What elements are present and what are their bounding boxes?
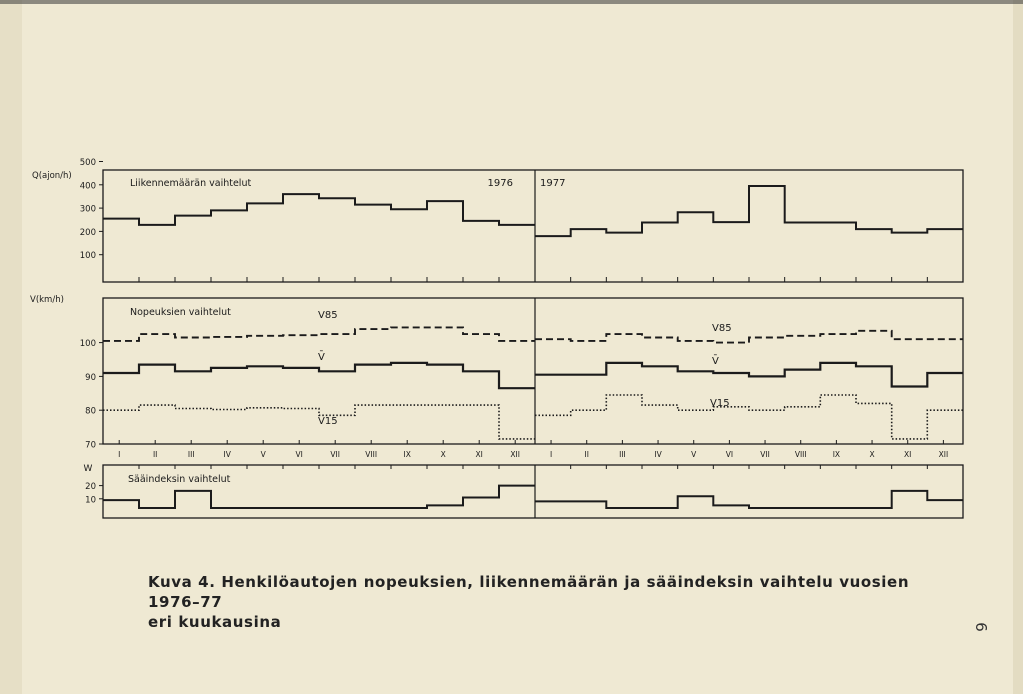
v-xtick-label: V (691, 450, 697, 459)
caption-line-2: eri kuukausina (148, 613, 282, 631)
q-ytick-label: 400 (79, 181, 96, 192)
q-series-1976-line (103, 194, 535, 225)
v-panel-title: Nopeuksien vaihtelut (130, 307, 231, 318)
v-xtick-label: VIII (794, 450, 807, 459)
q-year-label-1977: 1977 (540, 178, 566, 189)
w-axis-label: W (83, 464, 93, 474)
v-ytick-label: 80 (85, 406, 96, 417)
v-xtick-label: X (869, 450, 875, 459)
q-ytick-label: 500 (79, 158, 96, 168)
v-xtick-label: III (619, 450, 626, 459)
v-series-v-1976-line (103, 363, 535, 388)
v85-label-1977: V85 (712, 323, 732, 334)
figure-caption (148, 572, 928, 632)
v-xtick-label: II (584, 450, 589, 459)
v-xtick-label: VI (725, 450, 734, 459)
v-series-v15-1977-line (535, 395, 963, 439)
q-ytick-label: 300 (79, 204, 96, 215)
w-series-1976-line (103, 486, 535, 508)
v-xtick-label: IX (403, 450, 411, 459)
q-ytick-label: 200 (79, 227, 96, 238)
q-panel-title: Liikennemäärän vaihtelut (130, 178, 252, 189)
v-xtick-label: VIII (365, 450, 378, 459)
v85-label-1976: V85 (318, 310, 338, 321)
v-xtick-label: II (152, 450, 158, 459)
v-xtick-label: IV (223, 450, 231, 459)
v-ytick-label: 90 (85, 372, 96, 383)
panel-w-frame (103, 465, 963, 518)
v-xtick-label: VI (295, 450, 303, 459)
v-axis-label: V(km/h) (30, 295, 64, 305)
v15-label-1977: V15 (710, 398, 730, 409)
page-number: 6 (971, 622, 990, 632)
v-xtick-label: V (260, 450, 266, 459)
q-year-label-1976: 1976 (487, 178, 513, 189)
q-series-1977-line (535, 186, 963, 236)
v-xtick-label: XII (510, 450, 520, 459)
v-series-v85-1977-line (535, 331, 963, 343)
w-panel-title: Sääindeksin vaihtelut (128, 474, 231, 485)
v-xtick-label: XI (904, 450, 912, 459)
v-series-v85-1976-line (103, 327, 535, 341)
v-ytick-label: 70 (85, 440, 96, 451)
v-xtick-label: IV (654, 450, 662, 459)
v-series-v-1977-line (535, 363, 963, 387)
w-ytick-label: 20 (85, 482, 96, 493)
v-xtick-label: I (549, 450, 553, 459)
panel-v-frame (103, 298, 963, 444)
v-xtick-label: XI (475, 450, 483, 459)
v-xtick-label: III (187, 450, 195, 459)
caption-line-1: Kuva 4. Henkilöautojen nopeuksien, liikennemäärän ja sääindeksin vaihtelu vuosien 1976–77 (148, 573, 910, 611)
v-xtick-label: VII (330, 450, 340, 459)
v-xtick-label: X (440, 450, 446, 459)
vmean-label-1977: V̄ (712, 356, 719, 367)
v-xtick-label: IX (832, 450, 841, 459)
vmean-label-1976: V̄ (318, 352, 325, 363)
v-xtick-label: VII (760, 450, 770, 459)
v-xtick-label: I (118, 450, 121, 459)
q-ytick-label: 100 (79, 251, 96, 262)
w-series-1977-line (535, 491, 963, 508)
q-axis-label: Q(ajon/h) (32, 171, 72, 181)
v-ytick-label: 100 (79, 339, 96, 350)
v-xtick-label: XII (938, 450, 949, 459)
w-ytick-label: 10 (85, 495, 96, 506)
v15-label-1976: V15 (318, 416, 338, 427)
